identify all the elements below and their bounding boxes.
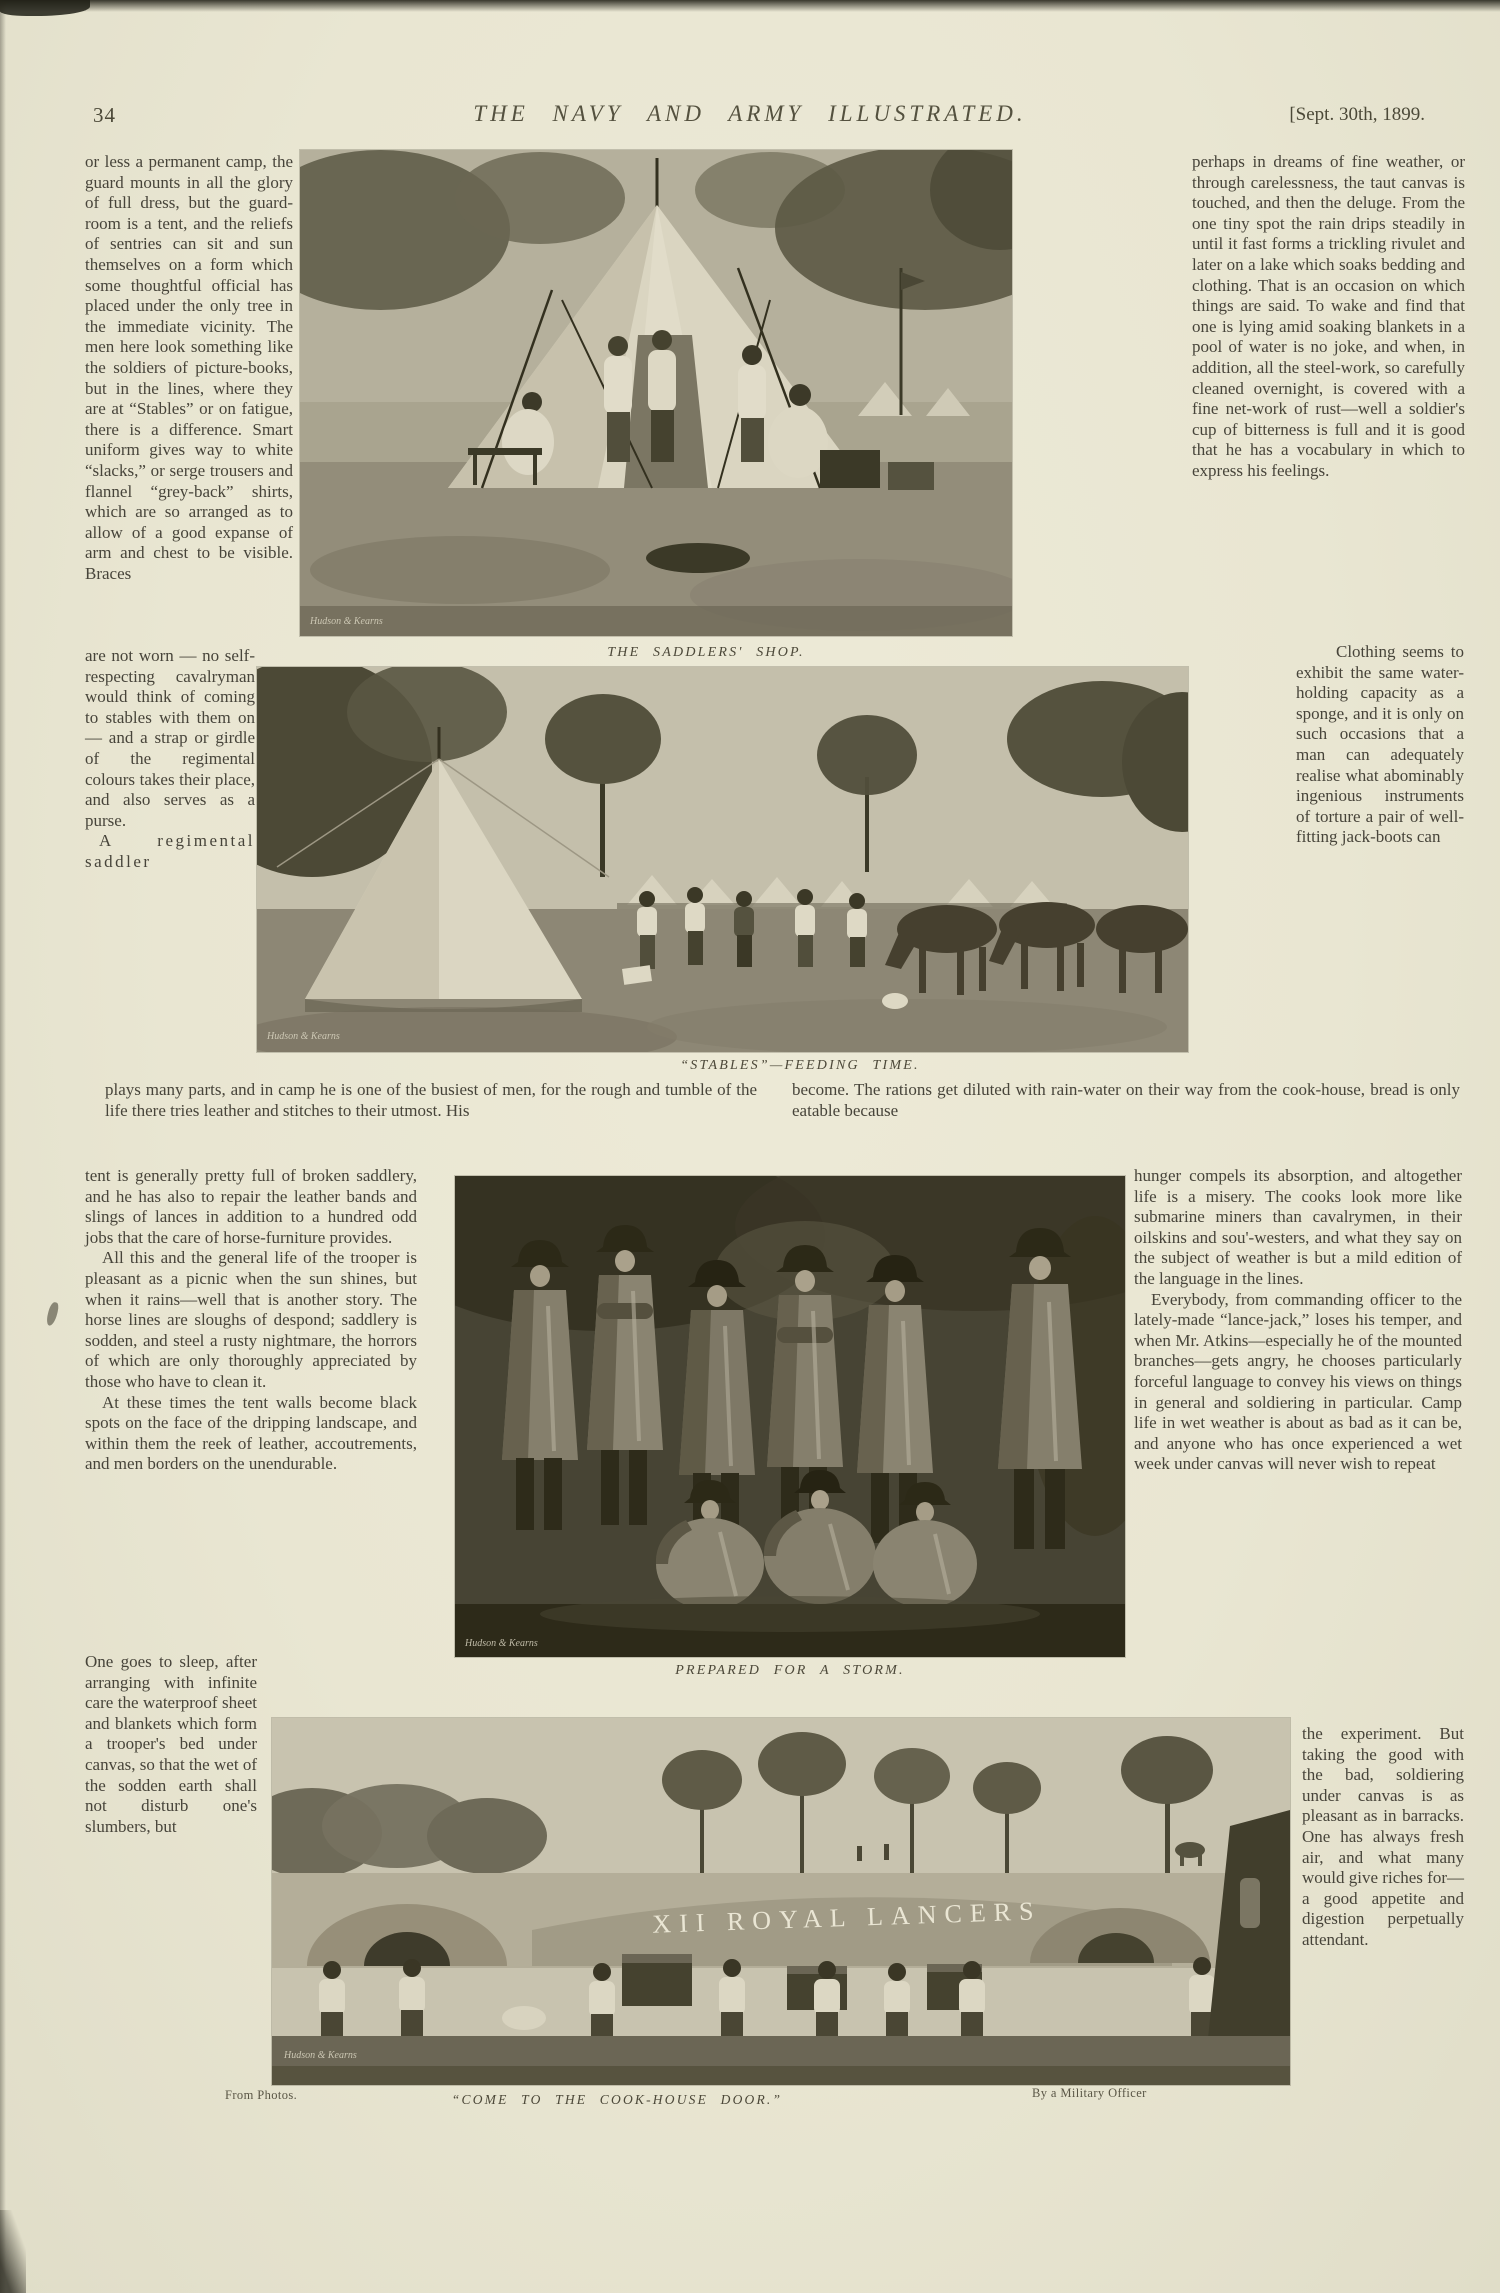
ground <box>455 1596 1125 1657</box>
scan-artifact-left-edge <box>0 0 6 2293</box>
photo-caption-stables: “STABLES”—FEEDING TIME. <box>680 1058 920 1073</box>
paragraph: hunger compels its absorption, and altogether life is a misery. The cooks look more like submarine miners than cavalrymen, in their oilskins and sou'-westers, and what they say on the subject of weather is but a mild edition of the language in the lines. <box>1134 1166 1462 1288</box>
photo-caption-storm: PREPARED FOR A STORM. <box>675 1663 905 1678</box>
paragraph: Clothing seems to exhibit the same water-holding capacity as a sponge, and it is only on such occasions that a man can adequately realise what abominably ingenious instruments of torture a pair of well-fitting jack-boots can <box>1296 642 1464 847</box>
issue-date: [Sept. 30th, 1899. <box>1289 104 1425 125</box>
masthead-title: THE NAVY AND ARMY ILLUSTRATED. <box>473 101 1027 126</box>
paragraph: become. The rations get diluted with rain-water on their way from the cook-house, bread is only eatable because <box>792 1080 1460 1120</box>
paragraph: All this and the general life of the trooper is pleasant as a picnic when the sun shines, but when it rains—well that is another story. The horse lines are sloughs of despond; saddlery is sodden, and steel a rusty nightmare, the horrors of which are only thoroughly appreciated by those who have to clean it. <box>85 1248 417 1391</box>
photo-credit: Hudson & Kearns <box>465 1638 538 1649</box>
right-column-text-3 <box>1134 1166 1462 1475</box>
page-number: 34 <box>93 103 116 127</box>
paragraph: A regimental saddler <box>85 831 255 871</box>
paragraph: One goes to sleep, after arranging with infinite care the waterproof sheet and blankets which form a trooper's bed under canvas, so that the wet of the sodden earth shall not disturb one's slumbers, but <box>85 1652 257 1836</box>
photo-cookhouse-door <box>272 1718 1290 2085</box>
photo-saddlers-shop <box>300 150 1012 636</box>
paragraph: the experiment. But taking the good with the bad, soldiering under canvas is as pleasant as in barracks. One has always fresh air, and what many would give riches for—a good appetite and digestion perpetually attendant. <box>1302 1724 1464 1949</box>
photo-credit: Hudson & Kearns <box>284 2050 357 2061</box>
photo-storm-illustration <box>455 1176 1125 1657</box>
left-column-text-3 <box>85 1166 417 1475</box>
paragraph: perhaps in dreams of fine weather, or through carelessness, the taut canvas is touched, and then the deluge. From the one tiny spot the rain drips steadily in until it fast forms a trickling rivulet and later on a lake which soaks bedding and clothing. That is an occasion on which things are said. To wake and find that one is lying amid soaking blankets in a pool of water is no joke, and when, in addition, all the steel-work, so carefully cleaned overnight, is covered with a fine net-work of rust—well a soldier's cup of bitterness is full and it is good that he has a vocabulary in which to express his feelings. <box>1192 152 1465 480</box>
right-column-text-2 <box>1296 642 1464 848</box>
paragraph: are not worn — no self-respecting cavalryman would think of coming to stables with them on — and a strap or girdle of the regimental colours takes their place, and also serves as a purse. <box>85 646 255 830</box>
left-wide-text <box>105 1080 757 1121</box>
scan-artifact-top-edge <box>0 0 1500 12</box>
photo-credit: Hudson & Kearns <box>310 616 383 627</box>
paragraph: plays many parts, and in camp he is one of the busiest of men, for the rough and tumble of the life there tries leather and stitches to their utmost. His <box>105 1080 757 1120</box>
paragraph: tent is generally pretty full of broken saddlery, and he has also to repair the leather bands and slings of lances in addition to a hundred odd jobs that the care of horse-furniture provides. <box>85 1166 417 1247</box>
left-column-text-4 <box>85 1652 257 1837</box>
right-wide-text <box>792 1080 1460 1121</box>
photo-caption-cookhouse: “COME TO THE COOK-HOUSE DOOR.” <box>451 2092 783 2107</box>
photo-prepared-storm <box>455 1176 1125 1657</box>
scan-artifact-bottom-left <box>0 2210 26 2293</box>
photo-saddlers-illustration <box>300 150 1012 636</box>
oilskin-figures-crouching <box>656 1470 977 1610</box>
right-column-text-1 <box>1192 152 1465 482</box>
scan-artifact-top-left <box>0 0 90 16</box>
paragraph: or less a permanent camp, the guard mounts in all the glory of full dress, but the guard-room is a tent, and the reliefs of sentries can sit and sun themselves on a form which some thoughtful official has placed under the only tree in the immediate vicinity. The men here look something like the soldiers of picture-books, but in the lines, where they are at “Stables” or on fatigue, there is a difference. Smart uniform gives way to white “slacks,” or serge trousers and flannel “grey-back” shirts, which are so arranged as to allow of a good expanse of arm and chest to be visible. Braces <box>85 152 293 583</box>
photo-caption-saddlers: THE SADDLERS' SHOP. <box>607 645 805 660</box>
paragraph: At these times the tent walls become black spots on the face of the dripping landscape, and within them the reek of leather, accoutrements, and men borders on the unendurable. <box>85 1392 417 1474</box>
ink-smudge <box>45 1301 60 1326</box>
stone-inscription: XII ROYAL LANCERS <box>651 1896 1042 1939</box>
left-column-text-2 <box>85 646 255 873</box>
foreground-shadow <box>272 2066 1290 2085</box>
photo-credit: Hudson & Kearns <box>267 1031 340 1042</box>
photo-cookhouse-illustration <box>272 1718 1290 2085</box>
paragraph: Everybody, from commanding officer to the lately-made “lance-jack,” loses his temper, and when Mr. Atkins—especially he of the mounted branches—gets angry, he chooses particularly forceful language to convey his views on things in general and soldiering in particular. Camp life in wet weather is about as bad as it can be, and anyone who has once experienced a wet week under canvas will never wish to repeat <box>1134 1289 1462 1474</box>
from-photos-label: From Photos. <box>225 2088 298 2102</box>
photo-stables-illustration <box>257 667 1188 1052</box>
left-column-text-1 <box>85 152 293 584</box>
by-military-officer-label: By a Military Officer <box>1032 2086 1147 2100</box>
photo-stables-feeding <box>257 667 1188 1052</box>
right-column-text-4 <box>1302 1724 1464 1951</box>
